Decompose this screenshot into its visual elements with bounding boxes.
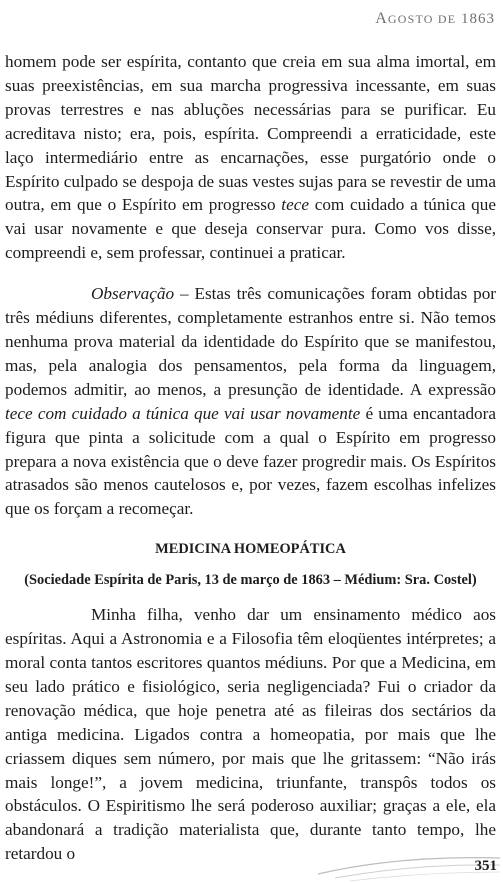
page-content	[5, 50, 496, 866]
paragraph-text: homem pode ser espírita, contanto que creia em sua alma imortal, em suas preexistências, em sua marcha progressiva incessante, em suas provas terrestres e nas abluções necessárias para se purificar. Eu acreditava nisto; era, pois, espírita. Compreendi a erraticidade, este laço intermediário entre as encarnações, esse purgatório onde o Espírito culpado se despoja de suas vestes sujas para se revestir de uma outra, em que o Espírito em progresso	[5, 52, 496, 215]
section-subtitle: (Sociedade Espírita de Paris, 13 de março de 1863 – Médium: Sra. Costel)	[24, 572, 477, 589]
observation-paragraph	[5, 282, 496, 521]
page-number: 351	[474, 858, 497, 874]
running-header	[375, 10, 495, 28]
observation-text: – Estas três comunicações foram obtidas por três médiuns diferentes, completamente estranhos entre si. Não temos nenhuma prova material da identidade do Espírito que se manifestou, mas, pela analogia dos pensamentos, pela forma da linguagem, podemos admitir, ao menos, a presunção de identidade. A expressão	[5, 284, 497, 399]
section-title: MEDICINA HOMEOPÁTICA	[155, 541, 346, 558]
message-paragraph: Minha filha, venho dar um ensinamento médico aos espíritas. Aqui a Astronomia e a Filosofia têm eloqüentes intérpretes; a moral conta tantos escritores quantos médiuns. Por que a Medicina, em seu lado prático e fisiológico, seria negligenciada? Fui o criador da renovação médica, que hoje penetra até as fileiras dos sectários da antiga medicina. Ligados contra a homeopatia, por mais que lhe criassem diques sem número, por mais que lhe gritassem: “Não irás mais longe!”, a jovem medicina, triunfante, transpôs todos os obstáculos. O Espiritismo lhe será poderoso auxiliar; graças a ele, ela abandonará a tradição materialista que, durante tanto tempo, lhe retardou o	[5, 605, 496, 864]
page-footer	[0, 852, 503, 883]
header-year: 1863	[461, 11, 495, 27]
decorative-swoosh	[0, 852, 503, 883]
observation-label: Observação	[91, 284, 175, 304]
italic-phrase: tece	[281, 195, 309, 215]
paragraph-text-end: com cuidado a túnica que vai usar novamente e que deseja conservar pura. Como vos disse, compreendi e, sem professar, continuei a praticar.	[5, 195, 496, 263]
observation-quote: tece com cuidado a túnica que vai usar novamente	[5, 403, 361, 423]
observation-text-end: é uma encantadora figura que pinta a solicitude com a qual o Espírito em progresso prepara a nova existência que o deve fazer progredir mais. Os Espíritos atrasados são menos cautelosos e, por vezes, fazem escolhas infelizes que os forçam a recomeçar.	[5, 403, 496, 519]
header-title-initial: A	[375, 10, 388, 27]
paragraph-continuation	[5, 50, 496, 265]
header-title-rest: GOSTO DE	[387, 12, 457, 26]
